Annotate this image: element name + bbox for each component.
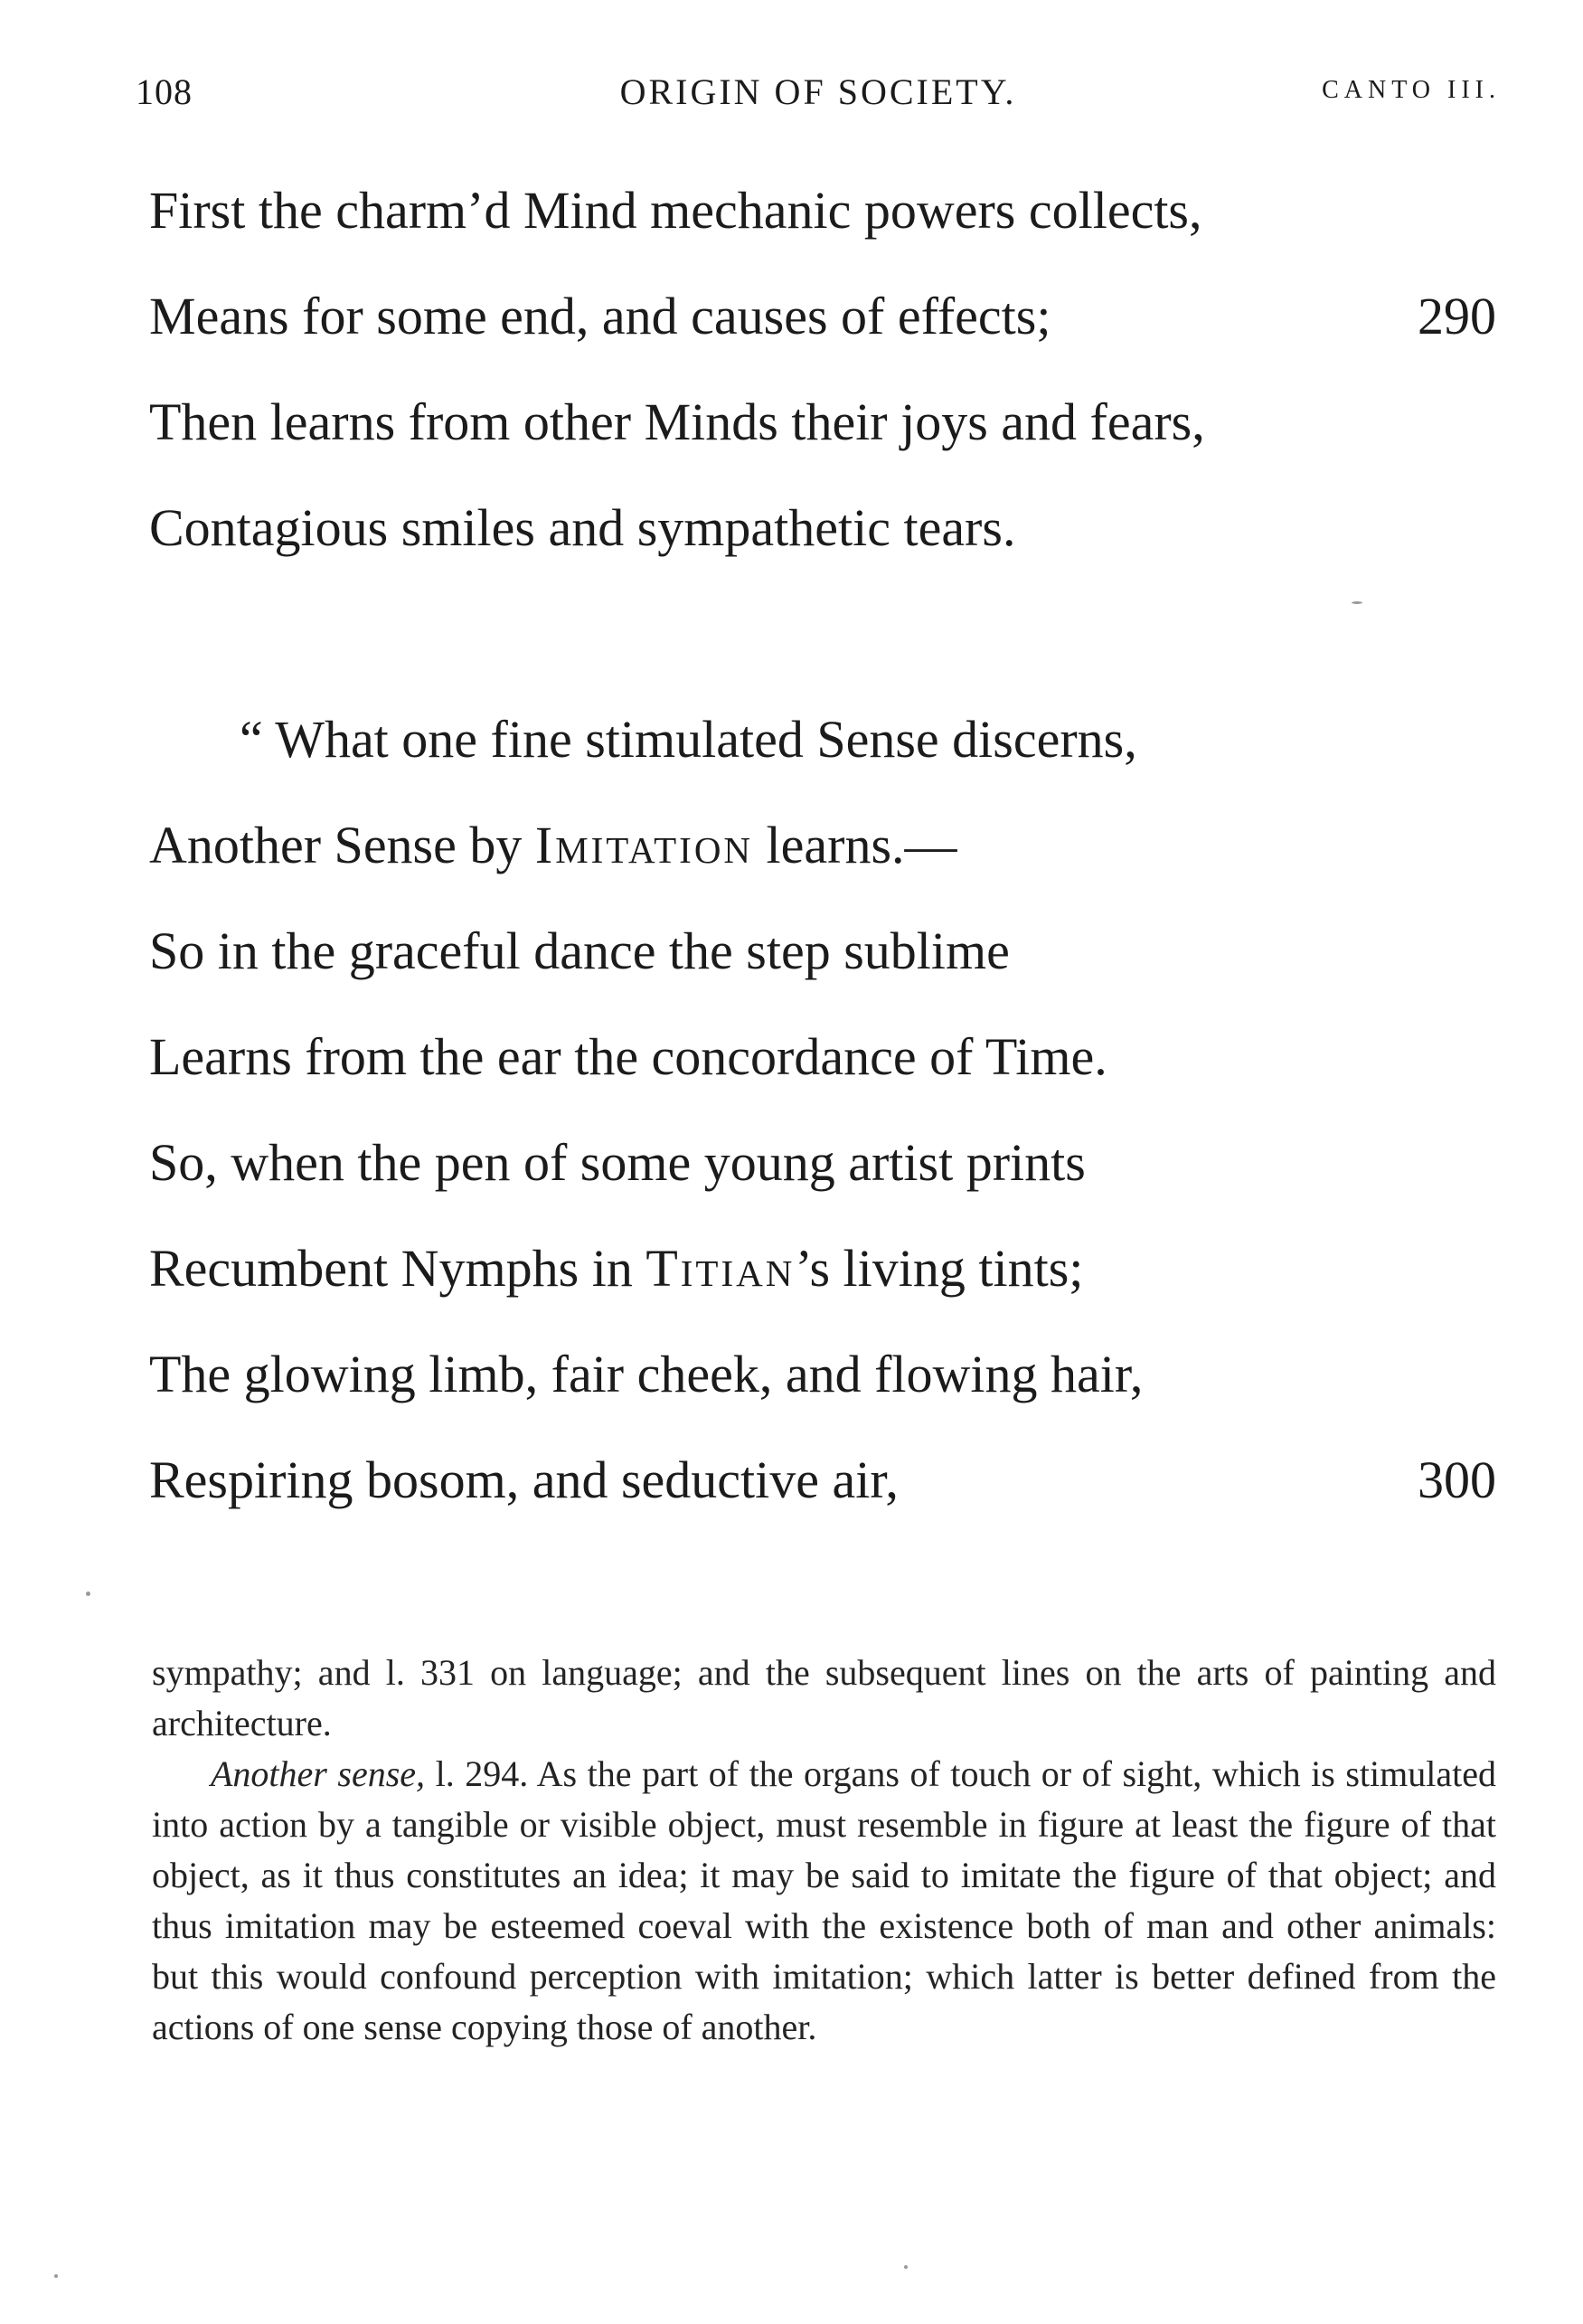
verse-line [149,1449,1496,1512]
footnote-lemma: Another sense, [211,1753,426,1794]
line-number: 290 [1418,287,1496,345]
paper-speck [1352,601,1362,604]
verse-text: Means for some end, and causes of effects; [149,287,1051,345]
verse-line [149,1025,1496,1089]
running-title: ORIGIN OF SOCIETY. [619,71,1017,112]
footnote-text: l. 294. As the part of the organs of touch or of sight, which is stimulated into action by a tangible or visible object, must resemble in figure at least the figure of that object, as it thus constitutes an idea; it may be said to imitate the figure of that object; and thus imitation may be esteemed coeval with the existence both of man and other animals: but this would confound perception with imitation; which latter is better defined from the actions of one sense copying those of another. [152,1753,1496,2047]
canto-label: CANTO III. [1322,76,1501,104]
verse-text: Recumbent Nymphs in [149,1239,646,1298]
verse-text: Another Sense by [149,816,535,874]
footnote-paragraph: sympathy; and l. 331 on language; and the subsequent lines on the arts of painting and architecture. [152,1652,1496,1743]
verse-line [149,920,1496,983]
verse-line [149,1131,1496,1195]
verse-line [149,391,1496,454]
verse-text: So in the graceful dance the step sublime [149,921,1010,980]
verse-text: learns.— [753,816,957,874]
verse-line [149,285,1496,348]
running-header [136,71,1501,116]
small-caps-word: Imitation [534,816,754,874]
footnote-paragraph [152,1749,1496,2053]
verse-text: The glowing limb, fair cheek, and flowing hair, [149,1345,1144,1403]
paper-speck [904,2265,908,2269]
line-number: 300 [1418,1450,1496,1509]
verse-line [149,1237,1496,1300]
paper-speck [86,1592,90,1596]
verse-line [240,708,1583,771]
verse-text: Respiring bosom, and seductive air, [149,1450,899,1509]
verse-line [149,1343,1496,1406]
verse-line [149,179,1496,242]
small-caps-word: Titian [645,1239,796,1298]
page-number: 108 [136,71,193,112]
verse-text: Learns from the ear the concordance of Time. [149,1027,1107,1086]
verse-text: Contagious smiles and sympathetic tears. [149,498,1016,557]
verse-text: Then learns from other Minds their joys and fears, [149,392,1205,451]
verse-text: ’s living tints; [795,1239,1084,1298]
footnotes [152,1648,1496,2053]
verse-text: So, when the pen of some young artist prints [149,1133,1086,1192]
paper-speck [54,2274,58,2278]
verse-text: First the charm’d Mind mechanic powers collects, [149,181,1202,240]
verse-text: “ What one fine stimulated Sense discerns, [240,710,1137,769]
verse-line [149,814,1496,877]
verse-line [149,496,1496,560]
